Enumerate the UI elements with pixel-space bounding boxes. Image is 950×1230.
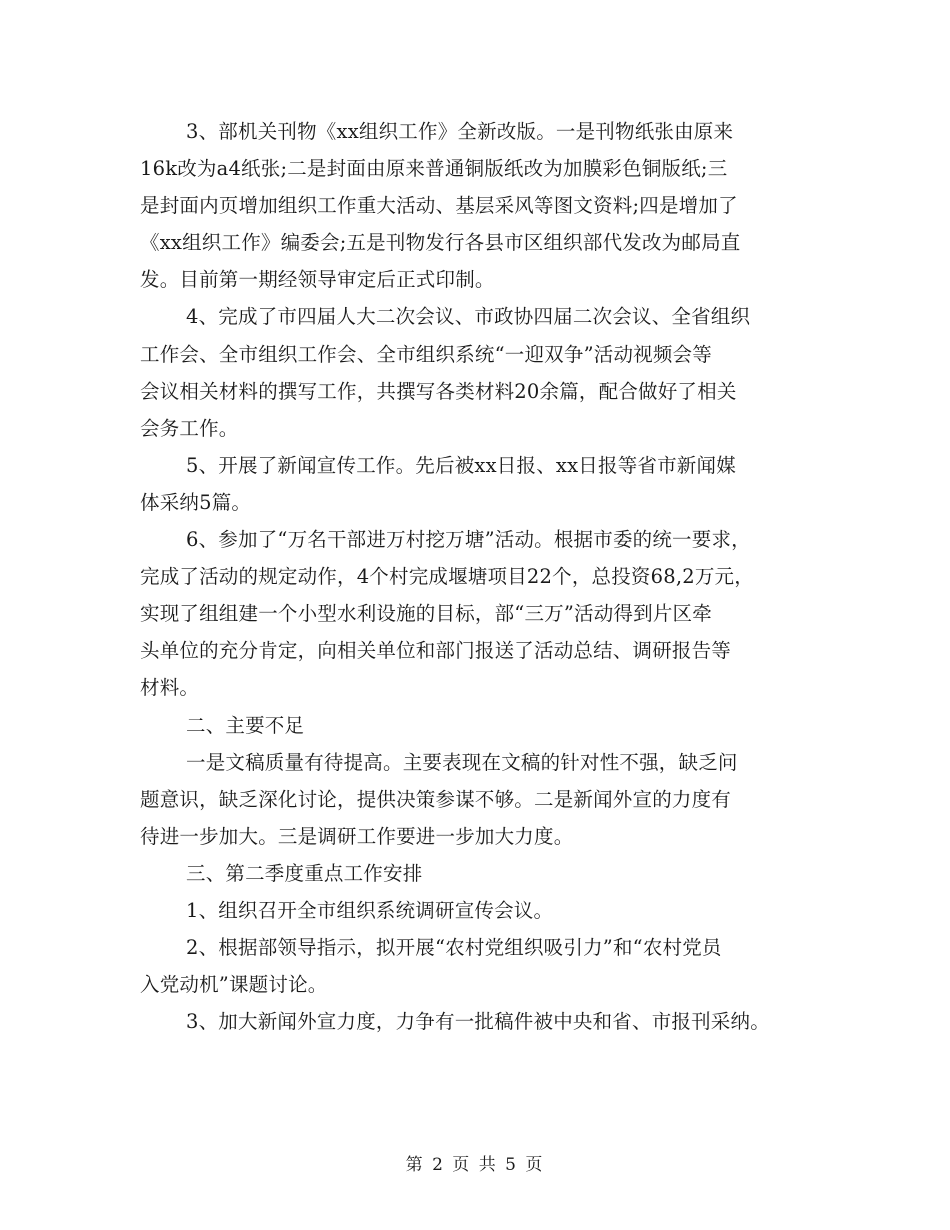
text-line: 三、第二季度重点工作安排 xyxy=(186,861,423,885)
text-line: 《xx组织工作》编委会;五是刊物发行各县市区组织部代发改为邮局直 xyxy=(140,231,741,255)
page-number-footer: 第 2 页 共 5 页 xyxy=(405,1155,545,1175)
text-line: 2、根据部领导指示，拟开展“农村党组织吸引力”和“农村党员 xyxy=(186,936,722,960)
text-line: 3、加大新闻外宣力度，力争有一批稿件被中央和省、市报刊采纳。 xyxy=(186,1010,770,1034)
text-line: 是封面内页增加组织工作重大活动、基层采风等图文资料;四是增加了 xyxy=(140,194,738,218)
text-line: 3、部机关刊物《xx组织工作》全新改版。一是刊物纸张由原来 xyxy=(186,120,734,143)
text-line: 一是文稿质量有待提高。主要表现在文稿的针对性不强，缺乏问 xyxy=(186,750,738,774)
text-line: 实现了组组建一个小型水利设施的目标，部“三万”活动得到片区牵 xyxy=(140,602,712,626)
text-line: 二、主要不足 xyxy=(186,713,305,737)
text-line: 材料。 xyxy=(140,676,200,700)
text-line: 5、开展了新闻宣传工作。先后被xx日报、xx日报等省市新闻媒 xyxy=(186,453,736,477)
text-line: 题意识，缺乏深化讨论，提供决策参谋不够。二是新闻外宣的力度有 xyxy=(140,787,732,811)
text-line: 会务工作。 xyxy=(140,416,239,440)
text-line: 会议相关材料的撰写工作，共撰写各类材料20余篇，配合做好了相关 xyxy=(140,379,737,403)
text-line: 入党动机”课题讨论。 xyxy=(140,973,328,997)
text-line: 1、组织召开全市组织系统调研宣传会议。 xyxy=(186,898,554,922)
text-line: 体采纳5篇。 xyxy=(140,490,252,514)
document-body xyxy=(140,113,830,1040)
text-line: 待进一步加大。三是调研工作要进一步加大力度。 xyxy=(140,824,574,848)
text-line: 头单位的充分肯定，向相关单位和部门报送了活动总结、调研报告等 xyxy=(140,639,732,663)
text-line: 4、完成了市四届人大二次会议、市政协四届二次会议、全省组织 xyxy=(186,305,751,329)
text-line: 工作会、全市组织工作会、全市组织系统“一迎双争”活动视频会等 xyxy=(140,342,712,366)
text-line: 16k改为a4纸张;二是封面由原来普通铜版纸改为加膜彩色铜版纸;三 xyxy=(140,157,728,181)
text-line: 完成了活动的规定动作，4个村完成堰塘项目22个，总投资68,2万元， xyxy=(140,565,754,589)
text-line: 发。目前第一期经领导审定后正式印制。 xyxy=(140,268,495,292)
text-line: 6、参加了“万名干部进万村挖万塘”活动。根据市委的统一要求， xyxy=(186,528,751,552)
